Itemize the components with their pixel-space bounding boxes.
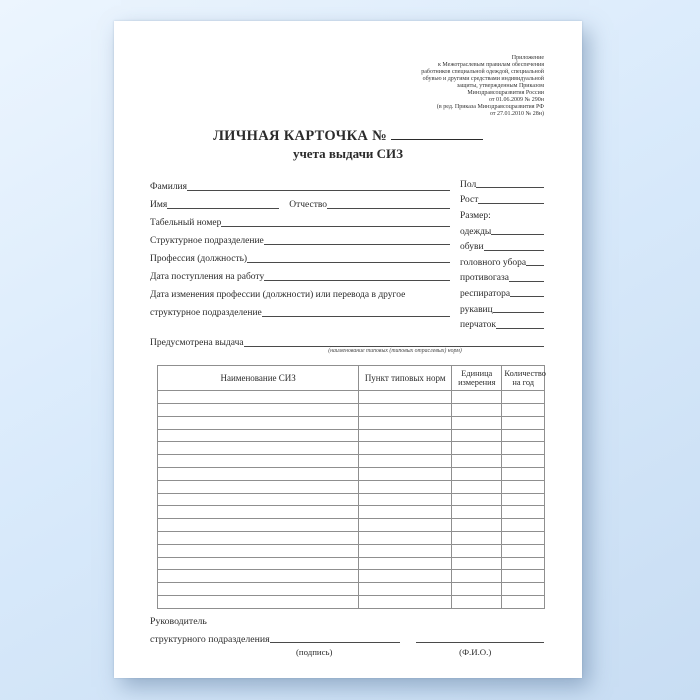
table-cell: [502, 403, 545, 416]
field-label: противогаза: [460, 273, 509, 284]
appendix-note: [114, 55, 544, 118]
field-size-clothing: [460, 221, 544, 237]
table-row: [158, 519, 545, 532]
field-profession: [150, 246, 450, 264]
fields-left-column: [150, 174, 450, 330]
page-subtitle: учета выдачи СИЗ: [292, 145, 404, 161]
field-label: перчаток: [460, 320, 496, 331]
table-cell: [158, 416, 359, 429]
table-cell: [502, 583, 545, 596]
form-fields: [150, 174, 544, 330]
field-label: Дата поступления на работу: [150, 272, 265, 283]
table-cell: [158, 467, 359, 480]
field-label: структурное подразделение: [150, 308, 262, 319]
table-cell: [502, 570, 545, 583]
field-label: Дата изменения профессии (должности) или перевода в другое: [150, 290, 406, 301]
appendix-line: Приложение: [511, 55, 544, 61]
table-cell: [359, 506, 452, 519]
field-line: [187, 190, 450, 191]
table-cell: [452, 583, 502, 596]
table-cell: [452, 403, 502, 416]
table-cell: [452, 480, 502, 493]
form-title: [114, 127, 582, 161]
table-cell: [502, 557, 545, 570]
table-row: [158, 480, 545, 493]
field-label: Рост: [460, 195, 479, 206]
field-sex: [460, 174, 544, 190]
table-cell: [158, 455, 359, 468]
page-title: ЛИЧНАЯ КАРТОЧКА №: [213, 128, 387, 144]
table-cell: [158, 570, 359, 583]
signature-captions: [150, 647, 544, 657]
table-cell: [452, 467, 502, 480]
table-cell: [452, 493, 502, 506]
table-cell: [502, 506, 545, 519]
appendix-line: (в ред. Приказа Минздравсоцразвития РФ: [436, 104, 544, 110]
table-row: [158, 467, 545, 480]
table-cell: [158, 480, 359, 493]
table-cell: [158, 595, 359, 608]
table-cell: [359, 403, 452, 416]
table-cell: [359, 583, 452, 596]
field-size-gas-mask: [460, 268, 544, 284]
table-cell: [359, 557, 452, 570]
signature-caption: (подпись): [295, 646, 333, 657]
table-cell: [502, 391, 545, 404]
field-change-department: [150, 300, 450, 318]
table-cell: [452, 531, 502, 544]
field-line: [491, 234, 544, 235]
table-row: [158, 429, 545, 442]
field-size-headgear: [460, 252, 544, 268]
field-label: Отчество: [289, 200, 328, 211]
table-header-cell: Наименование СИЗ: [158, 366, 359, 391]
table-cell: [452, 442, 502, 455]
name-caption: (Ф.И.О.): [459, 646, 492, 657]
appendix-line: защиты, утвержденным Приказом: [456, 83, 544, 89]
field-label: обуви: [460, 242, 484, 253]
table-cell: [502, 519, 545, 532]
name-line: [416, 642, 544, 643]
table-cell: [502, 416, 545, 429]
table-row: [158, 570, 545, 583]
field-name-patronymic: [150, 192, 450, 210]
table-cell: [502, 531, 545, 544]
table-cell: [158, 519, 359, 532]
table-cell: [158, 493, 359, 506]
field-line: [478, 203, 544, 204]
table-cell: [502, 455, 545, 468]
table-cell: [158, 583, 359, 596]
field-line: [496, 328, 544, 329]
table-cell: [359, 442, 452, 455]
field-line: [476, 187, 544, 188]
table-cell: [452, 506, 502, 519]
appendix-line: от 27.01.2010 № 28н): [490, 111, 544, 117]
field-size-footwear: [460, 237, 544, 253]
field-hire-date: [150, 264, 450, 282]
table-cell: [359, 595, 452, 608]
document-page: [114, 21, 582, 678]
table-row: [158, 583, 545, 596]
fields-right-column: [460, 174, 544, 330]
table-cell: [359, 519, 452, 532]
table-cell: [502, 467, 545, 480]
table-cell: [452, 416, 502, 429]
field-height: [460, 190, 544, 206]
table-cell: [158, 403, 359, 416]
field-label: респиратора: [460, 288, 511, 299]
table-cell: [359, 467, 452, 480]
appendix-line: обувью и другими средствами индивидуальной: [422, 76, 544, 82]
field-line: [244, 346, 544, 347]
field-line: [264, 244, 450, 245]
issue-caption: (наименование типовых (типовых отраслевых) норм): [328, 348, 462, 355]
field-line: [247, 262, 450, 263]
field-line: [327, 208, 450, 209]
card-number-blank: [391, 127, 483, 140]
field-line: [167, 208, 279, 209]
signature-block: [150, 616, 544, 657]
field-line: [221, 226, 450, 227]
table-cell: [158, 544, 359, 557]
table-cell: [452, 570, 502, 583]
table-cell: [359, 544, 452, 557]
signer-title-line1: Руководитель: [150, 615, 207, 627]
table-row: [158, 403, 545, 416]
table-cell: [452, 391, 502, 404]
siz-table: [157, 365, 545, 609]
table-cell: [359, 493, 452, 506]
table-cell: [158, 531, 359, 544]
table-cell: [158, 506, 359, 519]
table-cell: [359, 570, 452, 583]
field-label: Фамилия: [150, 182, 188, 193]
field-size-mittens: [460, 299, 544, 315]
table-row: [158, 455, 545, 468]
field-label: Профессия (должность): [150, 254, 248, 265]
field-label: Табельный номер: [150, 218, 222, 229]
field-label: Имя: [150, 200, 168, 211]
field-line: [526, 265, 544, 266]
table-cell: [452, 519, 502, 532]
table-cell: [158, 429, 359, 442]
field-change-text: [150, 282, 450, 300]
table-cell: [452, 455, 502, 468]
signer-title-line2-row: [150, 630, 544, 645]
field-label: Предусмотрена выдача: [150, 338, 244, 349]
table-cell: [502, 480, 545, 493]
table-header-row: [158, 366, 545, 391]
field-label: Структурное подразделение: [150, 236, 264, 247]
table-header-cell: Количество на год: [502, 366, 545, 391]
field-line: [509, 281, 544, 282]
field-line: [484, 250, 544, 251]
issue-provision: [150, 334, 544, 355]
field-line: [510, 296, 544, 297]
table-cell: [359, 531, 452, 544]
signer-title-line2: структурного подразделения: [150, 633, 270, 645]
field-label: одежды: [460, 226, 492, 237]
table-cell: [502, 595, 545, 608]
field-surname: [150, 174, 450, 192]
field-label: рукавиц: [460, 304, 493, 315]
field-line: [493, 312, 544, 313]
table-cell: [502, 429, 545, 442]
table-cell: [502, 493, 545, 506]
appendix-line: от 01.06.2009 № 290н: [489, 97, 544, 103]
field-personnel-number: [150, 210, 450, 228]
table-cell: [502, 442, 545, 455]
field-size-header: [460, 205, 544, 221]
table-row: [158, 557, 545, 570]
field-size-gloves: [460, 315, 544, 331]
appendix-line: работников специальной одеждой, специальной: [421, 69, 544, 75]
table-header-cell: Пункт типовых норм: [359, 366, 452, 391]
table-row: [158, 442, 545, 455]
table-cell: [158, 442, 359, 455]
field-line: [264, 280, 450, 281]
signature-line: [270, 642, 400, 643]
table-cell: [359, 391, 452, 404]
table-cell: [359, 455, 452, 468]
table-row: [158, 391, 545, 404]
field-label: Пол: [460, 179, 477, 190]
field-label: Размер:: [460, 211, 491, 222]
field-line: [262, 316, 450, 317]
table-cell: [452, 429, 502, 442]
table-cell: [359, 480, 452, 493]
field-department: [150, 228, 450, 246]
table-row: [158, 506, 545, 519]
field-size-respirator: [460, 283, 544, 299]
field-label: головного убора: [460, 257, 527, 268]
table-cell: [158, 557, 359, 570]
appendix-line: Минздравсоцразвития России: [467, 90, 544, 96]
table-row: [158, 531, 545, 544]
table-cell: [452, 595, 502, 608]
table-cell: [502, 544, 545, 557]
table-row: [158, 544, 545, 557]
table-cell: [452, 544, 502, 557]
table-row: [158, 595, 545, 608]
table-cell: [359, 416, 452, 429]
table-cell: [452, 557, 502, 570]
table-row: [158, 493, 545, 506]
table-cell: [158, 391, 359, 404]
appendix-line: к Межотраслевым правилам обеспечения: [438, 62, 544, 68]
table-header-cell: Единица измерения: [452, 366, 502, 391]
table-cell: [359, 429, 452, 442]
table-row: [158, 416, 545, 429]
